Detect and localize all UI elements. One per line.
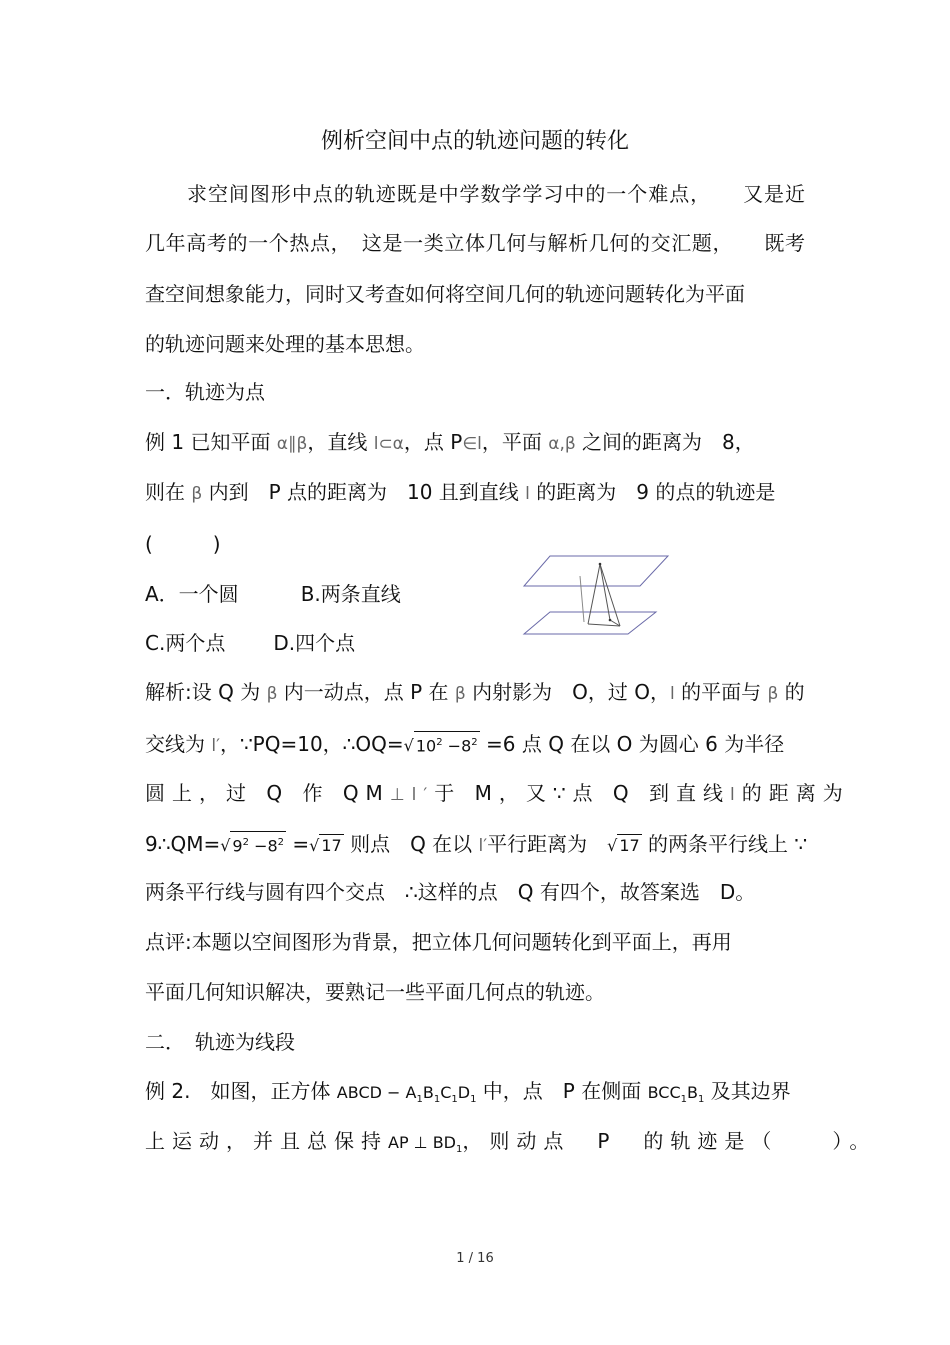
option-a: A．一个圆 [145,582,239,606]
options-row-1 [145,580,401,608]
comment-line-2: 平面几何知识解决，要熟记一些平面几何点的轨迹。 [145,980,605,1004]
alpha-parallel-beta: α∥β [276,434,308,454]
example-2-line-1: 例 2. 如图，正方体 ABCD − $A_1B_1C_1D_1$ 中，点 P 在侧面 $BCC_1B_1$ 及其边界 [145,1079,791,1106]
page-number: 1 / 16 [456,1251,494,1266]
intro-line-1: 求空间图形中点的轨迹既是中学数学学习中的一个难点， 又是近 [187,182,805,206]
solution-line-4: 9∴QM=√ $9^2 -8^2$ =√ 17 则点 Q 在以 l′平行距离为 √ 17 的两条平行线上 ∵ [145,832,808,856]
parallel-planes-figure [520,552,670,642]
answer-parentheses: ( ) [145,532,221,556]
document-title: 例析空间中点的轨迹问题的转化 [320,129,629,154]
option-c: C.两个点 [145,631,226,655]
section-heading-2: 二． 轨迹为线段 [145,1030,295,1054]
sqrt-17-b: 17 [619,836,640,855]
solution-line-2: 交线为 l′，∵PQ=10，∴OQ=√ $10^2 -8^2 =6$ 点 Q 在以 O 为圆心 6 为半径 [145,732,785,756]
example-1-line-2: 则在 β 内到 P 点的距离为 10 且到直线 l 的距离为 9 的点的轨迹是 [145,480,776,504]
solution-line-5: 两条平行线与圆有四个交点 ∴这样的点 Q 有四个，故答案选 D。 [145,880,756,904]
intro-line-3: 查空间想象能力，同时又考查如何将空间几何的轨迹问题转化为平面 [145,282,745,306]
p-in-l: ∈l [462,434,482,454]
face-formula: $BCC_1B_1$ [647,1083,705,1106]
options-row-2 [145,629,355,657]
section-heading-1: 一．轨迹为点 [145,380,265,404]
solution-line-1: 解析:设 Q 为 β 内一动点，点 P 在 β 内射影为 O，过 O，l 的平面与 β 的 [145,680,805,704]
l-subset-alpha: l⊂α [373,434,404,454]
sqrt-expression-1: $10^2 -8^2$ [414,731,480,757]
perpendicular-formula: AP ⊥ $BD_1$ [388,1133,463,1156]
comment-line-1: 点评:本题以空间图形为背景，把立体几何问题转化到平面上，再用 [145,930,732,954]
intro-line-2: 几年高考的一个热点， 这是一类立体几何与解析几何的交汇题， 既考 [145,231,805,255]
sqrt-17-a: 17 [321,836,342,855]
alpha-beta: α,β [548,434,576,454]
example-1-line-1: 例 1 已知平面 α∥β，直线 l⊂α，点 P∈l，平面 α,β 之间的距离为 8， [145,430,755,454]
example-2-line-2: 上运动，并且总保持AP ⊥ $BD_1$，则动点 P 的轨迹是（ ）。 [145,1129,877,1156]
option-b: B.两条直线 [300,582,401,606]
solution-line-3: 圆上，过 Q 作 QM⊥l′于 M，又∵点 Q 到直线l的距离为 [145,781,850,805]
option-d: D.四个点 [273,631,356,655]
intro-line-4: 的轨迹问题来处理的基本思想。 [145,332,425,356]
sqrt-expression-2: $9^2 -8^2$ [230,831,286,857]
cube-formula: ABCD − $A_1B_1C_1D_1$ [336,1083,477,1106]
